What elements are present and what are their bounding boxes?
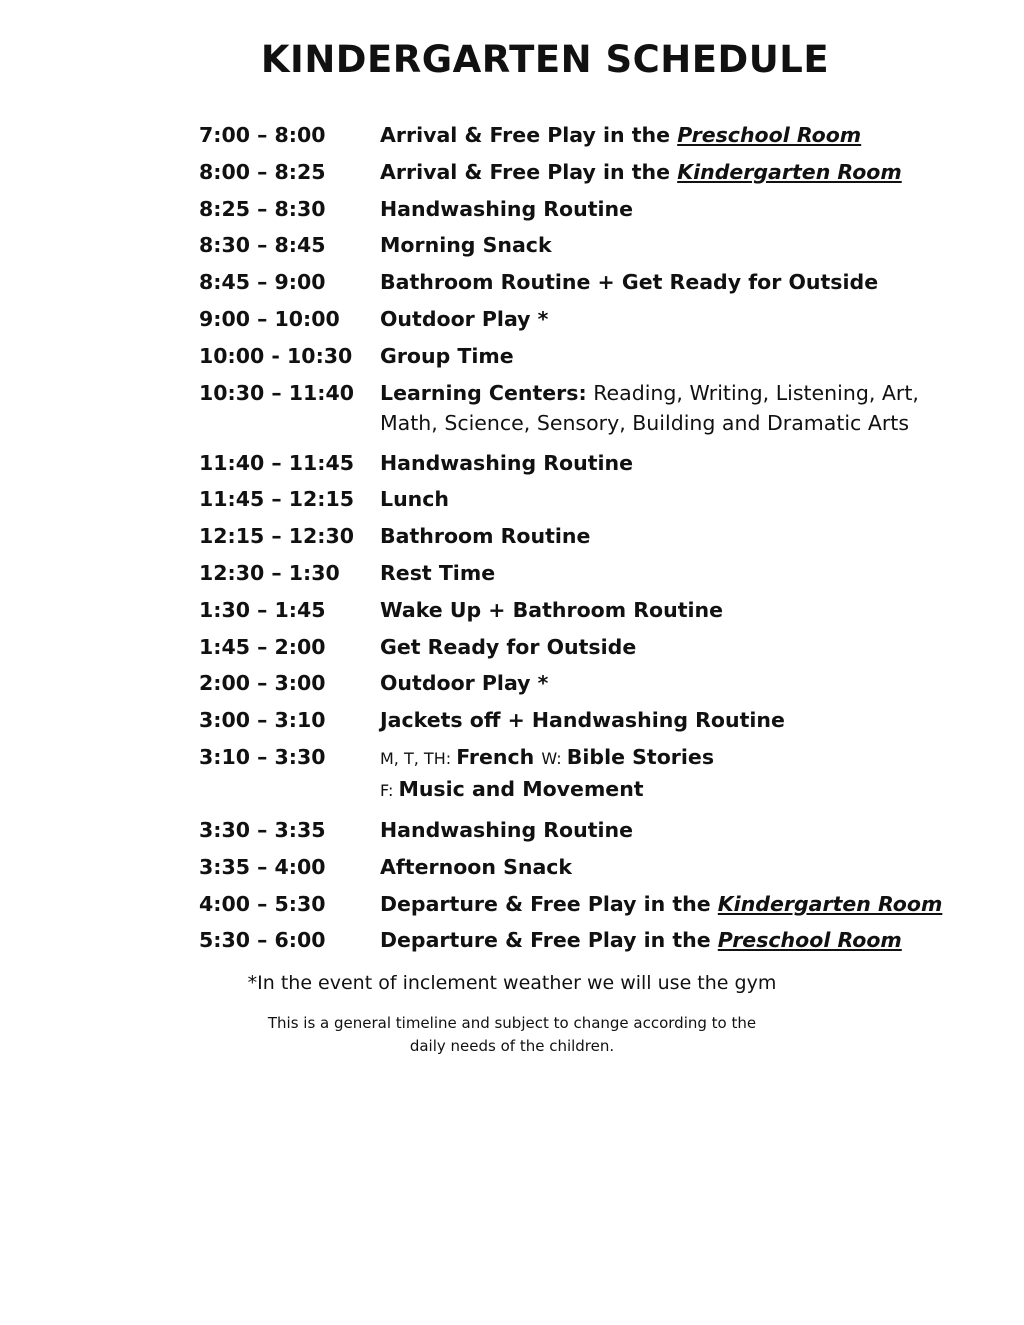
activity-text: Handwashing Routine — [380, 450, 634, 475]
activity — [380, 157, 959, 194]
activity-text: Outdoor Play * — [380, 671, 549, 696]
activity-text: Arrival & Free Play in the — [380, 123, 678, 147]
time-slot: 2:00 – 3:00 — [199, 671, 326, 696]
time-slot: 11:40 – 11:45 — [199, 450, 355, 475]
activity — [380, 668, 959, 705]
schedule-row — [199, 925, 959, 962]
time-slot: 3:00 – 3:10 — [199, 708, 326, 733]
activity-text: Group Time — [380, 343, 514, 368]
time-slot: 10:30 – 11:40 — [199, 380, 355, 405]
time-slot: 10:00 - 10:30 — [199, 343, 353, 368]
time-slot: 12:30 – 1:30 — [199, 560, 340, 585]
disclaimer-line: This is a general timeline and subject to change according to the — [267, 1014, 757, 1032]
schedule-row — [199, 852, 959, 889]
activity — [380, 194, 959, 231]
schedule-row — [199, 668, 959, 705]
time-slot: 3:10 – 3:30 — [199, 744, 326, 769]
schedule-row — [199, 558, 959, 595]
room-name: Kindergarten Room — [717, 891, 943, 916]
schedule-row — [199, 230, 959, 267]
activity — [380, 705, 959, 742]
schedule-row — [199, 705, 959, 742]
activity-text: Bathroom Routine + Get Ready for Outside — [380, 270, 879, 295]
activity-detail: Math, Science, Sensory, Building and Dramatic Arts — [380, 410, 910, 435]
activity-text: Bathroom Routine — [380, 524, 591, 549]
room-name: Preschool Room — [677, 123, 862, 147]
disclaimer-line: daily needs of the children. — [409, 1037, 615, 1055]
schedule-row — [199, 120, 959, 157]
activity-text: Departure & Free Play in the — [380, 928, 718, 953]
schedule-row — [199, 341, 959, 378]
activity-text: Afternoon Snack — [380, 854, 573, 879]
activity-text: Bible Stories — [566, 744, 715, 769]
activity — [380, 341, 959, 378]
activity-text: Rest Time — [380, 560, 496, 585]
schedule-row — [199, 595, 959, 632]
schedule-row — [199, 157, 959, 194]
time-slot: 7:00 – 8:00 — [199, 123, 326, 147]
time-slot: 11:45 – 12:15 — [199, 487, 355, 512]
schedule-row — [199, 484, 959, 521]
activity — [380, 448, 959, 485]
activity — [380, 521, 959, 558]
activity-text: Lunch — [380, 487, 449, 512]
activity — [380, 595, 959, 632]
page-title: KINDERGARTEN SCHEDULE — [260, 38, 830, 81]
room-name: Preschool Room — [717, 928, 902, 953]
activity-text: Get Ready for Outside — [380, 634, 637, 659]
time-slot: 5:30 – 6:00 — [199, 928, 326, 953]
disclaimer — [0, 1012, 1024, 1058]
activity — [380, 558, 959, 595]
activity — [380, 267, 959, 304]
time-slot: 3:30 – 3:35 — [199, 817, 326, 842]
activity-text: Departure & Free Play in the — [380, 891, 718, 916]
activity — [380, 632, 959, 669]
time-slot: 3:35 – 4:00 — [199, 854, 326, 879]
activity-text: French — [456, 744, 542, 769]
schedule-row — [199, 378, 959, 448]
weather-footnote: *In the event of inclement weather we will use the gym — [247, 972, 777, 994]
schedule-row — [199, 889, 959, 926]
time-slot: 12:15 – 12:30 — [199, 524, 355, 549]
activity-text: Arrival & Free Play in the — [380, 159, 678, 184]
schedule-row — [199, 521, 959, 558]
activity — [380, 889, 959, 926]
activity — [380, 925, 959, 962]
time-slot: 4:00 – 5:30 — [199, 891, 326, 916]
activity — [380, 852, 959, 889]
time-slot: 8:00 – 8:25 — [199, 159, 326, 184]
schedule-row — [199, 742, 959, 815]
schedule-row — [199, 632, 959, 669]
day-label: W: — [541, 748, 567, 768]
day-label: M, T, TH: — [380, 748, 457, 768]
activity — [380, 120, 959, 157]
schedule-list — [199, 120, 959, 962]
schedule-row — [199, 304, 959, 341]
activity-text: Outdoor Play * — [380, 306, 549, 331]
time-slot: 9:00 – 10:00 — [199, 306, 340, 331]
time-slot: 8:30 – 8:45 — [199, 233, 326, 258]
schedule-row — [199, 194, 959, 231]
activity-text: Wake Up + Bathroom Routine — [380, 597, 724, 622]
activity-text: Music and Movement — [398, 776, 644, 801]
activity-detail: Reading, Writing, Listening, Art, — [586, 380, 919, 405]
activity-text: Morning Snack — [380, 233, 552, 258]
time-slot: 8:25 – 8:30 — [199, 196, 326, 221]
activity — [380, 304, 959, 341]
activity — [380, 742, 959, 815]
activity — [380, 484, 959, 521]
activity — [380, 815, 959, 852]
activity-text: Jackets off + Handwashing Routine — [380, 708, 785, 733]
time-slot: 1:45 – 2:00 — [199, 634, 326, 659]
activity-text: Handwashing Routine — [380, 817, 634, 842]
activity-text: Learning Centers: — [380, 380, 587, 405]
activity — [380, 378, 959, 448]
time-slot: 1:30 – 1:45 — [199, 597, 326, 622]
schedule-row — [199, 448, 959, 485]
schedule-row — [199, 815, 959, 852]
room-name: Kindergarten Room — [677, 159, 902, 184]
schedule-row — [199, 267, 959, 304]
activity — [380, 230, 959, 267]
day-label: F: — [380, 780, 399, 800]
time-slot: 8:45 – 9:00 — [199, 270, 326, 295]
activity-text: Handwashing Routine — [380, 196, 634, 221]
